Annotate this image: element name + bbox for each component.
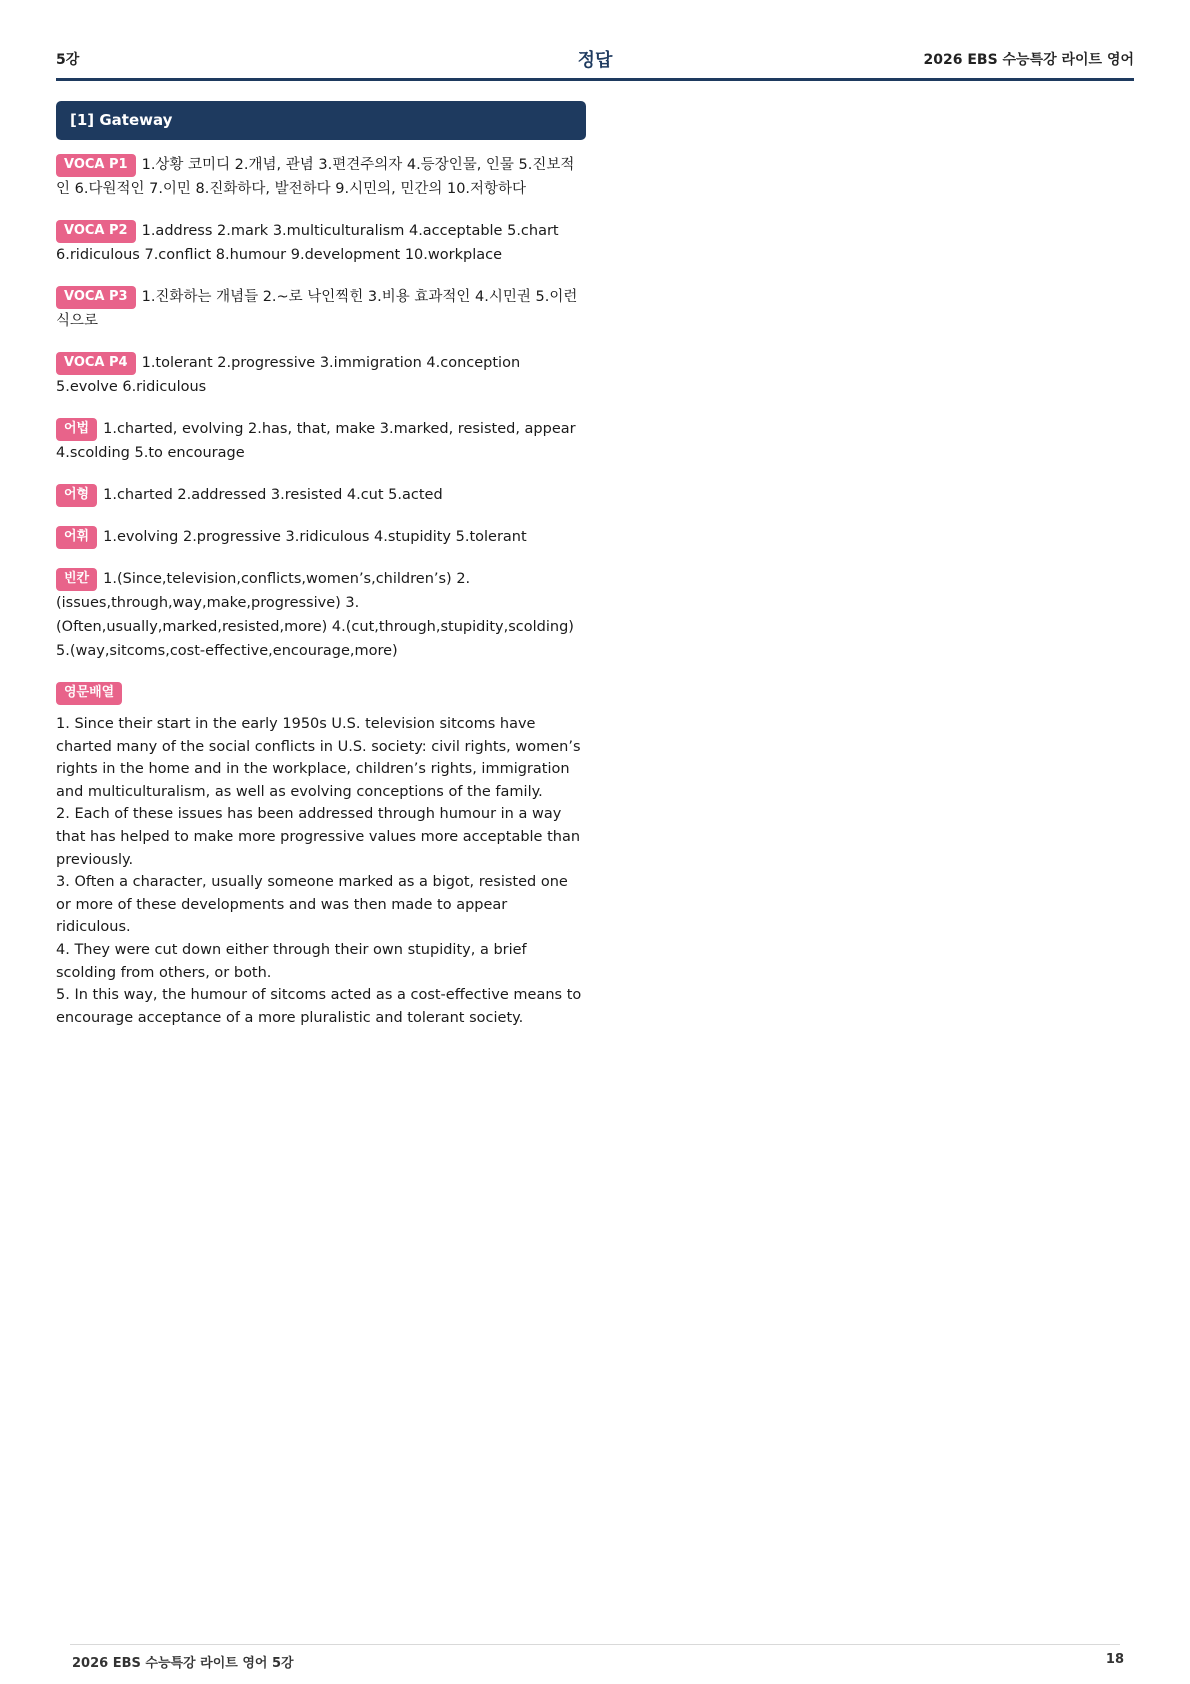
answer-block-voca-p2 [56,219,586,267]
lesson-label: 5강 [56,52,80,68]
answer-text: 1.상황 코미디 2.개념, 관념 3.편견주의자 4.등장인물, 인물 5.진보적인 6.다원적인 7.이민 8.진화하다, 발전하다 9.시민의, 민간의 10.저항하다 [56,157,575,197]
answer-block-voca-p4 [56,351,586,399]
answer-text: 1.evolving 2.progressive 3.ridiculous 4.stupidity 5.tolerant [103,529,527,545]
answer-block-voca-p3 [56,285,586,333]
tag-badge: VOCA P2 [56,220,136,243]
section-title: [1] Gateway [70,111,173,129]
answer-content [56,153,586,1029]
answer-text: 1.(Since,television,conflicts,women’s,children’s) 2.(issues,through,way,make,progressive) 3.(Often,usually,marked,resisted,more) 4.(cut,through,stupidity,scolding) 5.(way,sitcoms,cost-effective,encourage,more) [56,571,574,659]
book-title: 2026 EBS 수능특강 라이트 영어 [923,52,1134,68]
sentence: 3. Often a character, usually someone marked as a bigot, resisted one or more of these developments and was then made to appear ridiculous. [56,874,568,936]
answer-text: 1.charted 2.addressed 3.resisted 4.cut 5.acted [103,487,443,503]
answer-block-vocabulary [56,525,586,549]
sentence: 5. In this way, the humour of sitcoms acted as a cost-effective means to encourage acceptance of a more pluralistic and tolerant society. [56,987,582,1026]
answer-block-grammar [56,417,586,465]
tag-badge: 어휘 [56,526,97,549]
answer-block-blank [56,567,586,663]
sentence: 2. Each of these issues has been addressed through humour in a way that has helped to make more progressive values more acceptable than previously. [56,806,581,868]
page-header [56,46,1134,70]
answer-text: 1.charted, evolving 2.has, that, make 3.marked, resisted, appear 4.scolding 5.to encourage [56,421,576,461]
tag-badge: 어형 [56,484,97,507]
header-divider [56,78,1134,81]
answer-text: 1.진화하는 개념들 2.~로 낙인찍힌 3.비용 효과적인 4.시민권 5.이런 식으로 [56,289,578,329]
footer-divider [70,1644,1120,1645]
tag-badge: VOCA P3 [56,286,136,309]
arranged-sentences [56,713,586,1029]
page-number: 18 [1105,1652,1124,1667]
tag-badge: VOCA P1 [56,154,136,177]
tag-badge: VOCA P4 [56,352,136,375]
answer-text: 1.address 2.mark 3.multiculturalism 4.acceptable 5.chart 6.ridiculous 7.conflict 8.humour 9.development 10.workplace [56,223,559,263]
section-heading-bar [56,101,586,140]
sentence: 1. Since their start in the early 1950s U.S. television sitcoms have charted many of the social conflicts in U.S. society: civil rights, women’s rights in the home and in the workplace, children’s rights, immigration and multiculturalism, as well as evolving conceptions of the family. [56,716,581,800]
answer-block-arrangement [56,681,586,1029]
page-title: 정답 [577,50,613,71]
tag-badge: 빈칸 [56,568,97,591]
sentence: 4. They were cut down either through their own stupidity, a brief scolding from others, or both. [56,941,527,981]
footer-book-lesson: 2026 EBS 수능특강 라이트 영어 5강 [72,1656,294,1671]
answer-block-voca-p1 [56,153,586,201]
tag-badge: 어법 [56,418,97,441]
tag-badge: 영문배열 [56,682,122,705]
answer-text: 1.tolerant 2.progressive 3.immigration 4.conception 5.evolve 6.ridiculous [56,355,521,395]
answer-block-word-form [56,483,586,507]
